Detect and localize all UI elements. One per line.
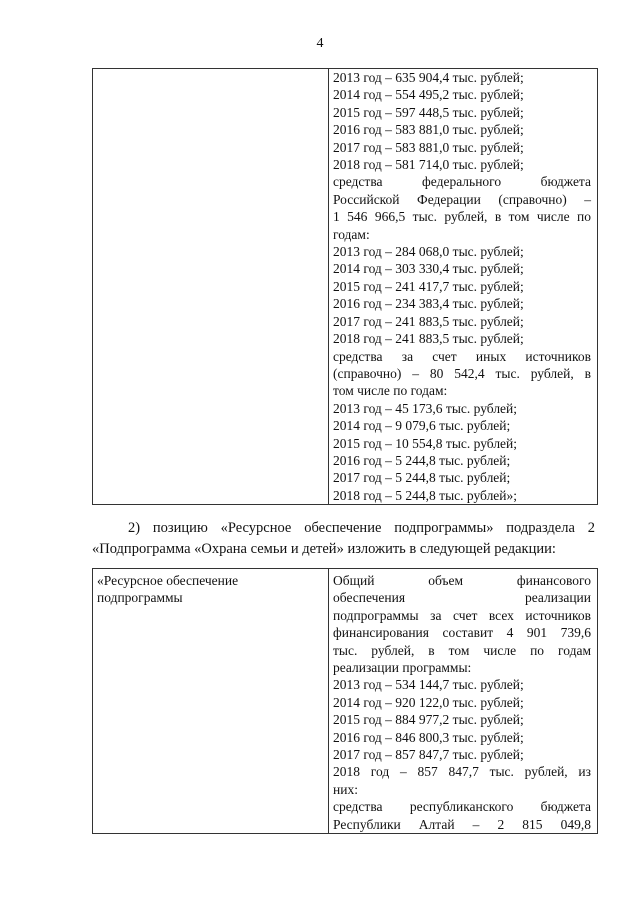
text-line: годам: bbox=[333, 226, 370, 242]
table-cell-right bbox=[329, 69, 598, 505]
text-line: 2013 год – 635 904,4 тыс. рублей; bbox=[333, 70, 524, 85]
funding-breakdown-text bbox=[329, 69, 597, 504]
text-line: том числе по годам: bbox=[333, 383, 448, 399]
funding-total-text bbox=[329, 569, 597, 833]
text-line: тыс. рублей, в том числе по годам bbox=[333, 642, 591, 658]
text-line: них: bbox=[333, 781, 358, 797]
text-line: 2016 год – 846 800,3 тыс. рублей; bbox=[333, 729, 524, 745]
text-line: 2014 год – 9 079,6 тыс. рублей; bbox=[333, 418, 511, 434]
text-line: «Ресурсное обеспечение bbox=[97, 573, 239, 588]
text-line: 2016 год – 5 244,8 тыс. рублей; bbox=[333, 452, 511, 468]
text-line: 2014 год – 303 330,4 тыс. рублей; bbox=[333, 261, 524, 277]
table-cell-right bbox=[329, 569, 598, 834]
text-line: 2018 год – 241 883,5 тыс. рублей; bbox=[333, 331, 524, 347]
text-line: 2016 год – 583 881,0 тыс. рублей; bbox=[333, 122, 524, 138]
text-line: 2018 год – 5 244,8 тыс. рублей»; bbox=[333, 487, 518, 503]
text-line: (справочно) – 80 542,4 тыс. рублей, в bbox=[333, 365, 591, 381]
text-line: Республики Алтай – 2 815 049,8 bbox=[333, 816, 591, 832]
text-line: средства федерального бюджета bbox=[333, 174, 591, 190]
text-line: Общий объем финансового bbox=[333, 573, 591, 588]
amendment-paragraph bbox=[92, 518, 595, 560]
text-line: 2015 год – 10 554,8 тыс. рублей; bbox=[333, 435, 518, 451]
table-cell-left-empty bbox=[93, 69, 329, 505]
text-line: 2018 год – 581 714,0 тыс. рублей; bbox=[333, 157, 524, 173]
text-line: 2015 год – 884 977,2 тыс. рублей; bbox=[333, 712, 524, 728]
text-line: 2017 год – 241 883,5 тыс. рублей; bbox=[333, 313, 524, 329]
position-title bbox=[93, 569, 328, 606]
text-line: Российской Федерации (справочно) – bbox=[333, 191, 591, 207]
resources-table-continued bbox=[92, 68, 598, 505]
text-line: 2017 год – 857 847,7 тыс. рублей; bbox=[333, 747, 524, 763]
text-line: 2018 год – 857 847,7 тыс. рублей, из bbox=[333, 764, 591, 780]
text-line: средства республиканского бюджета bbox=[333, 799, 591, 815]
text-line: 2017 год – 583 881,0 тыс. рублей; bbox=[333, 139, 524, 155]
resources-table-new bbox=[92, 568, 598, 834]
paragraph-line: 2) позицию «Ресурсное обеспечение подпрограммы» подраздела 2 bbox=[128, 520, 595, 536]
text-line: 2013 год – 284 068,0 тыс. рублей; bbox=[333, 244, 524, 260]
text-line: 2016 год – 234 383,4 тыс. рублей; bbox=[333, 296, 524, 312]
table-row bbox=[93, 69, 598, 505]
table-row bbox=[93, 569, 598, 834]
text-line: 1 546 966,5 тыс. рублей, в том числе по bbox=[333, 209, 591, 225]
text-line: подпрограммы bbox=[97, 590, 183, 605]
text-line: подпрограммы за счет всех источников bbox=[333, 607, 591, 623]
paragraph-line: «Подпрограмма «Охрана семьи и детей» изложить в следующей редакции: bbox=[92, 541, 556, 557]
text-line: 2014 год – 920 122,0 тыс. рублей; bbox=[333, 694, 524, 710]
text-line: 2013 год – 45 173,6 тыс. рублей; bbox=[333, 400, 518, 416]
text-line: финансирования составит 4 901 739,6 bbox=[333, 625, 591, 641]
text-line: реализации программы: bbox=[333, 660, 472, 676]
text-line: средства за счет иных источников bbox=[333, 348, 591, 364]
text-line: обеспечения реализации bbox=[333, 590, 591, 606]
text-line: 2013 год – 534 144,7 тыс. рублей; bbox=[333, 677, 524, 693]
text-line: 2015 год – 241 417,7 тыс. рублей; bbox=[333, 278, 524, 294]
text-line: 2017 год – 5 244,8 тыс. рублей; bbox=[333, 470, 511, 486]
text-line: 2015 год – 597 448,5 тыс. рублей; bbox=[333, 104, 524, 120]
table-cell-left bbox=[93, 569, 329, 834]
page-number: 4 bbox=[316, 36, 324, 51]
text-line: 2014 год – 554 495,2 тыс. рублей; bbox=[333, 87, 524, 103]
